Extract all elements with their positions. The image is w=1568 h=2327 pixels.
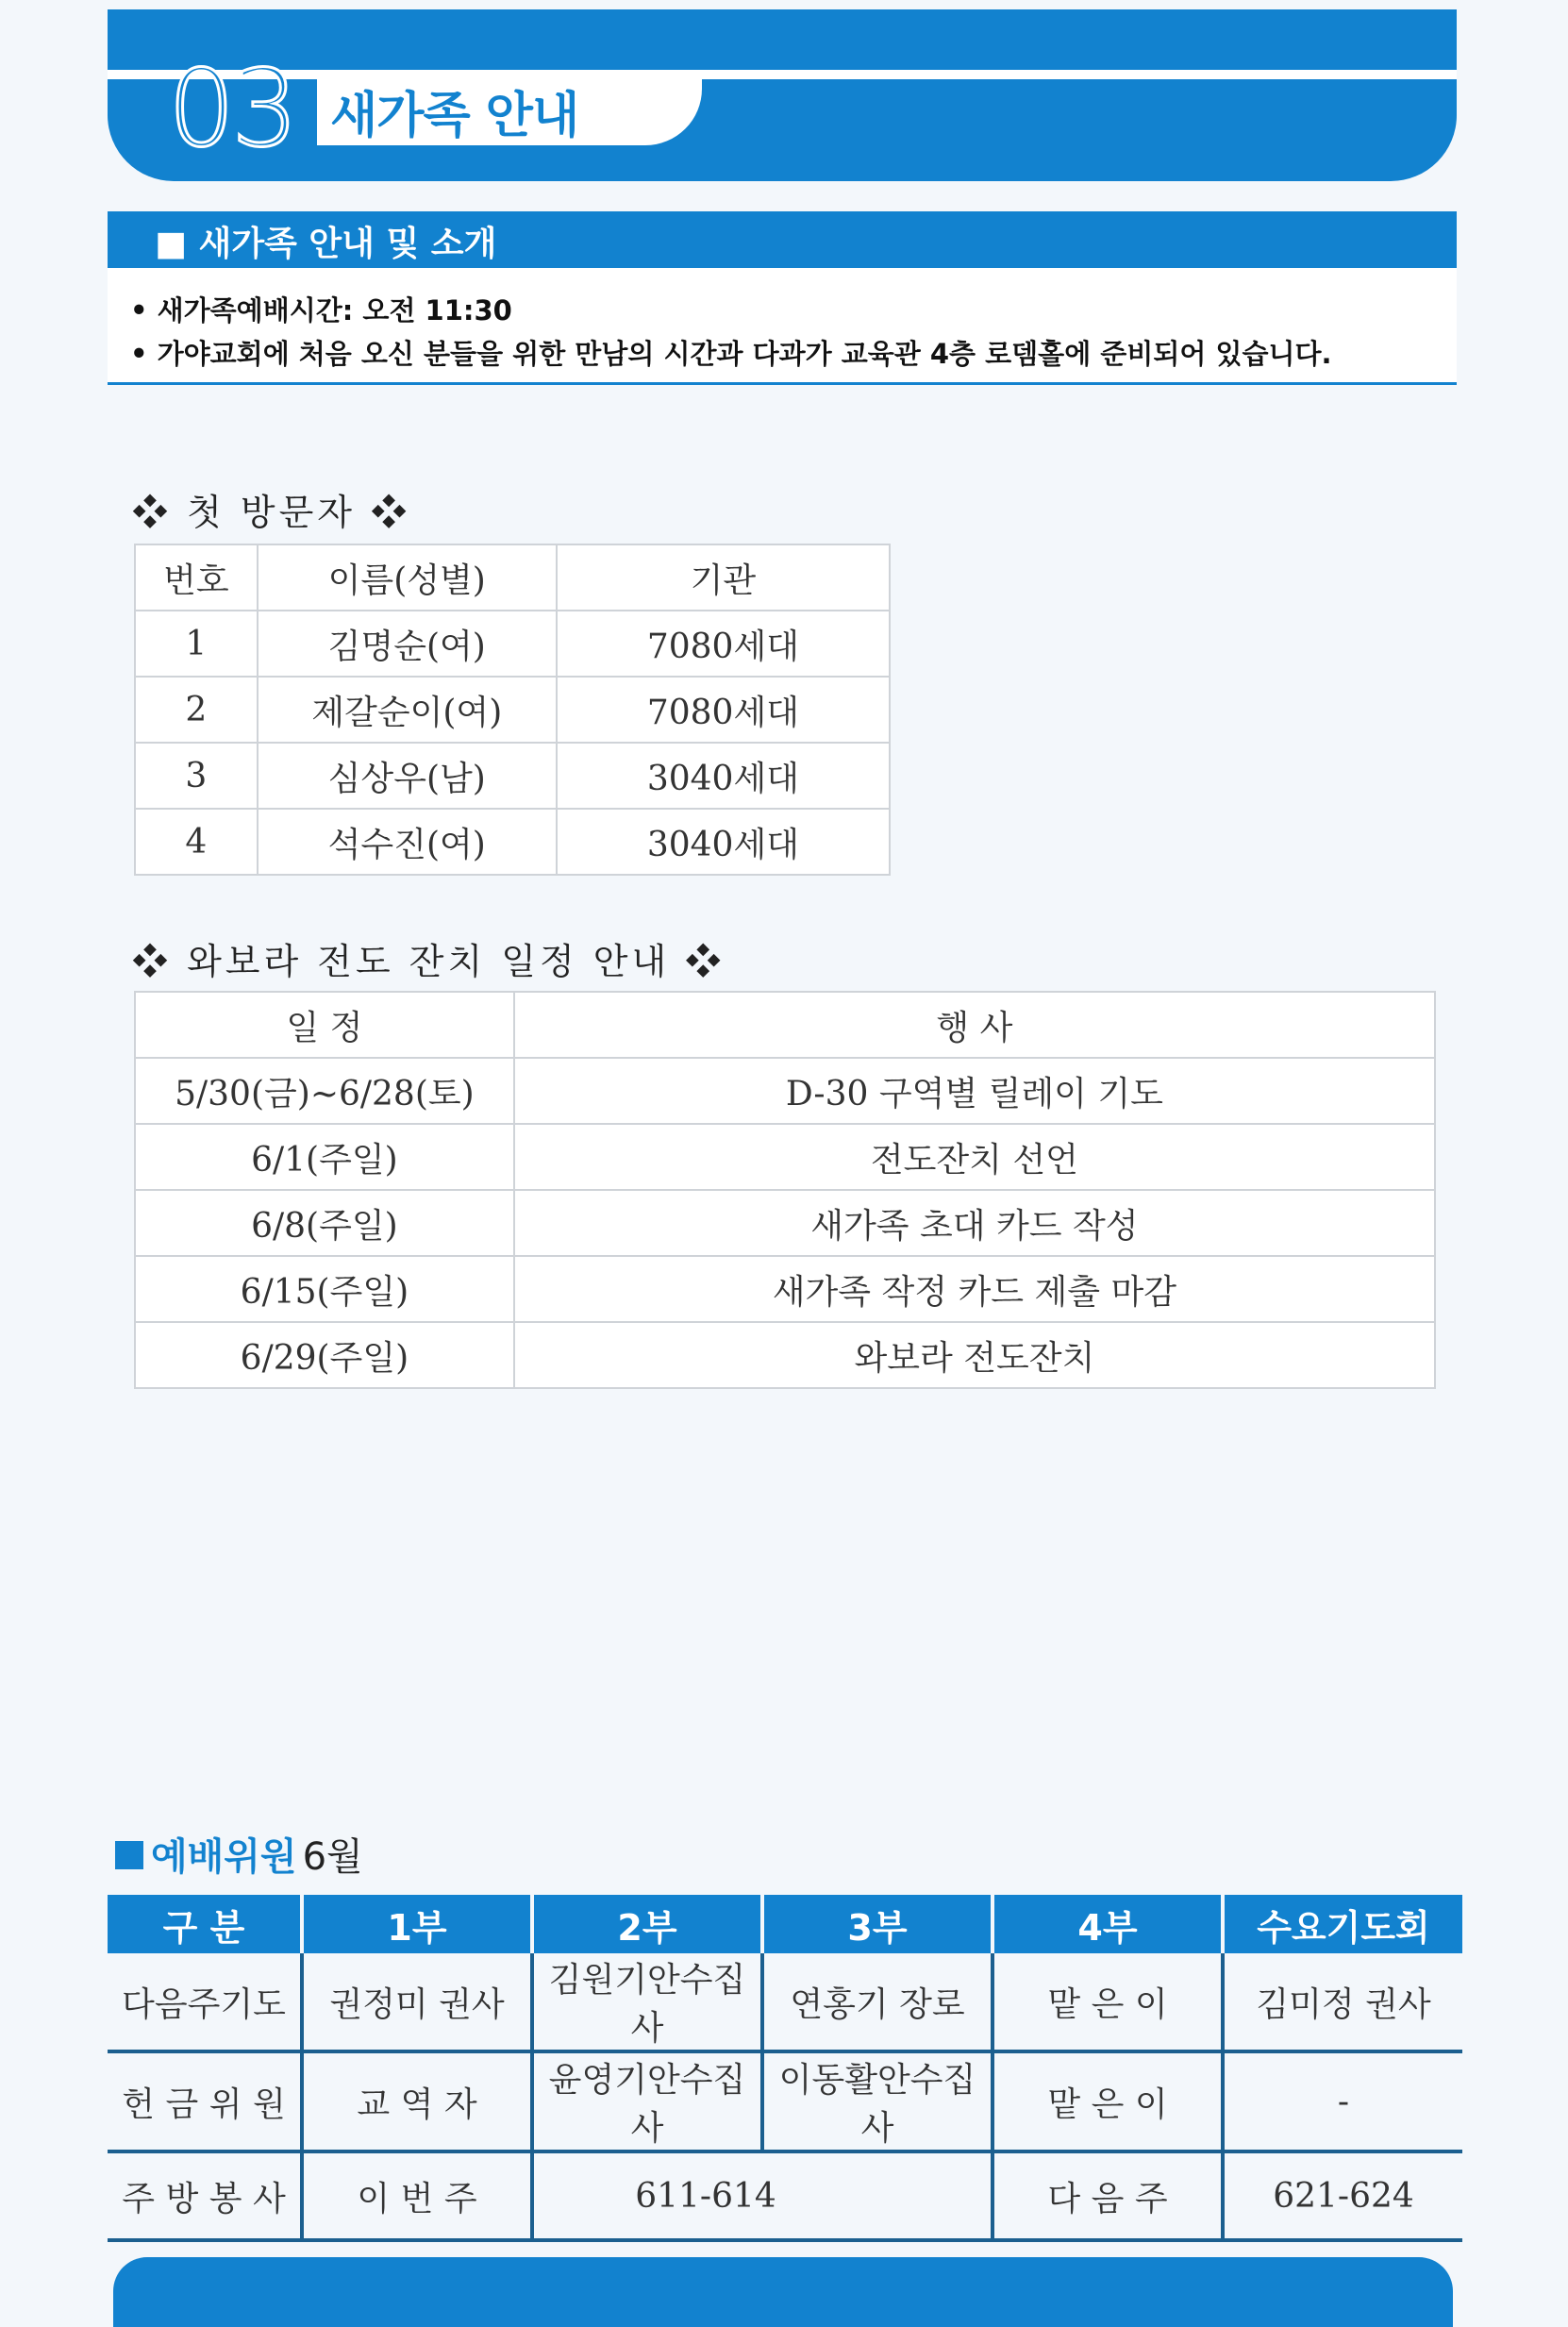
event-cell: 새가족 초대 카드 작성 bbox=[514, 1190, 1435, 1256]
chapter-number: 03 bbox=[168, 48, 295, 171]
header-cell: 일 정 bbox=[135, 992, 514, 1058]
table-cell: 7080세대 bbox=[557, 677, 890, 743]
table-cell: 4 bbox=[135, 809, 258, 875]
table-row bbox=[135, 1124, 1435, 1190]
table-cell: 맡 은 이 bbox=[993, 2051, 1223, 2151]
table-cell: 교 역 자 bbox=[302, 2051, 532, 2151]
page-title: 새가족 안내 bbox=[330, 88, 579, 144]
table-cell: 7080세대 bbox=[557, 611, 890, 677]
table-cell: 제갈순이(여) bbox=[258, 677, 557, 743]
event-cell: D-30 구역별 릴레이 기도 bbox=[514, 1058, 1435, 1124]
table-cell: 연홍기 장로 bbox=[762, 1953, 993, 2051]
section-bar bbox=[108, 211, 1457, 268]
event-cell: 와보라 전도잔치 bbox=[514, 1322, 1435, 1388]
table-row bbox=[108, 2151, 1462, 2240]
square-bullet-icon bbox=[115, 1841, 143, 1869]
date-cell: 6/1(주일) bbox=[135, 1124, 514, 1190]
schedule-heading: ❖ 와보라 전도 잔치 일정 안내 ❖ bbox=[132, 941, 726, 982]
table-row bbox=[135, 1190, 1435, 1256]
table-cell: 3040세대 bbox=[557, 743, 890, 809]
table-cell: 맡 은 이 bbox=[993, 1953, 1223, 2051]
table-row bbox=[135, 809, 890, 875]
table-cell: 이 번 주 bbox=[302, 2151, 532, 2240]
visitors-table bbox=[134, 544, 891, 876]
header-cell: 수요기도회 bbox=[1223, 1895, 1462, 1953]
banner-divider bbox=[108, 70, 1457, 79]
schedule-table bbox=[134, 991, 1436, 1389]
row-label: 다음주기도 bbox=[108, 1953, 302, 2051]
table-header-row bbox=[108, 1895, 1462, 1953]
table-row bbox=[135, 1322, 1435, 1388]
table-row bbox=[108, 2051, 1462, 2151]
event-cell: 새가족 작정 카드 제출 마감 bbox=[514, 1256, 1435, 1322]
footer-bar bbox=[113, 2257, 1453, 2327]
table-cell: 윤영기안수집사 bbox=[532, 2051, 762, 2151]
table-cell: 2 bbox=[135, 677, 258, 743]
committee-table bbox=[108, 1895, 1462, 2242]
table-header-row bbox=[135, 992, 1435, 1058]
table-cell: 석수진(여) bbox=[258, 809, 557, 875]
date-cell: 6/15(주일) bbox=[135, 1256, 514, 1322]
table-cell: 김미정 권사 bbox=[1223, 1953, 1462, 2051]
header-cell: 번호 bbox=[135, 544, 258, 611]
table-cell: 3 bbox=[135, 743, 258, 809]
table-row bbox=[135, 743, 890, 809]
table-row bbox=[135, 611, 890, 677]
date-cell: 6/29(주일) bbox=[135, 1322, 514, 1388]
header-cell: 4부 bbox=[993, 1895, 1223, 1953]
section-title: ■ 새가족 안내 및 소개 bbox=[155, 225, 497, 263]
table-cell: 김원기안수집사 bbox=[532, 1953, 762, 2051]
header-cell: 기관 bbox=[557, 544, 890, 611]
table-row bbox=[135, 1058, 1435, 1124]
date-cell: 6/8(주일) bbox=[135, 1190, 514, 1256]
welcome-line: • 가야교회에 처음 오신 분들을 위한 만남의 시간과 다과가 교육관 4층 로뎀홀에 준비되어 있습니다. bbox=[130, 338, 1332, 370]
header-cell: 구 분 bbox=[108, 1895, 302, 1953]
header-banner bbox=[108, 9, 1457, 181]
table-cell: 권정미 권사 bbox=[302, 1953, 532, 2051]
table-row bbox=[135, 677, 890, 743]
table-row bbox=[108, 1953, 1462, 2051]
committee-label: 예배위원 bbox=[151, 1835, 297, 1879]
table-cell: 이동활안수집사 bbox=[762, 2051, 993, 2151]
service-time-line: • 새가족예배시간: 오전 11:30 bbox=[130, 294, 512, 326]
committee-month: 6월 bbox=[302, 1835, 363, 1879]
info-box bbox=[108, 268, 1457, 385]
date-cell: 5/30(금)~6/28(토) bbox=[135, 1058, 514, 1124]
header-cell: 2부 bbox=[532, 1895, 762, 1953]
row-label: 주 방 봉 사 bbox=[108, 2151, 302, 2240]
table-cell: 3040세대 bbox=[557, 809, 890, 875]
table-cell: 심상우(남) bbox=[258, 743, 557, 809]
table-cell: - bbox=[1223, 2051, 1462, 2151]
header-cell: 1부 bbox=[302, 1895, 532, 1953]
table-cell: 김명순(여) bbox=[258, 611, 557, 677]
table-cell: 1 bbox=[135, 611, 258, 677]
event-cell: 전도잔치 선언 bbox=[514, 1124, 1435, 1190]
header-cell: 이름(성별) bbox=[258, 544, 557, 611]
header-cell: 3부 bbox=[762, 1895, 993, 1953]
table-cell: 621-624 bbox=[1223, 2151, 1462, 2240]
header-cell: 행 사 bbox=[514, 992, 1435, 1058]
committee-title bbox=[115, 1827, 363, 1881]
table-cell: 611-614 bbox=[532, 2151, 993, 2240]
table-row bbox=[135, 1256, 1435, 1322]
row-label: 헌 금 위 원 bbox=[108, 2051, 302, 2151]
visitors-heading: ❖ 첫 방문자 ❖ bbox=[132, 492, 411, 533]
table-cell: 다 음 주 bbox=[993, 2151, 1223, 2240]
table-header-row bbox=[135, 544, 890, 611]
